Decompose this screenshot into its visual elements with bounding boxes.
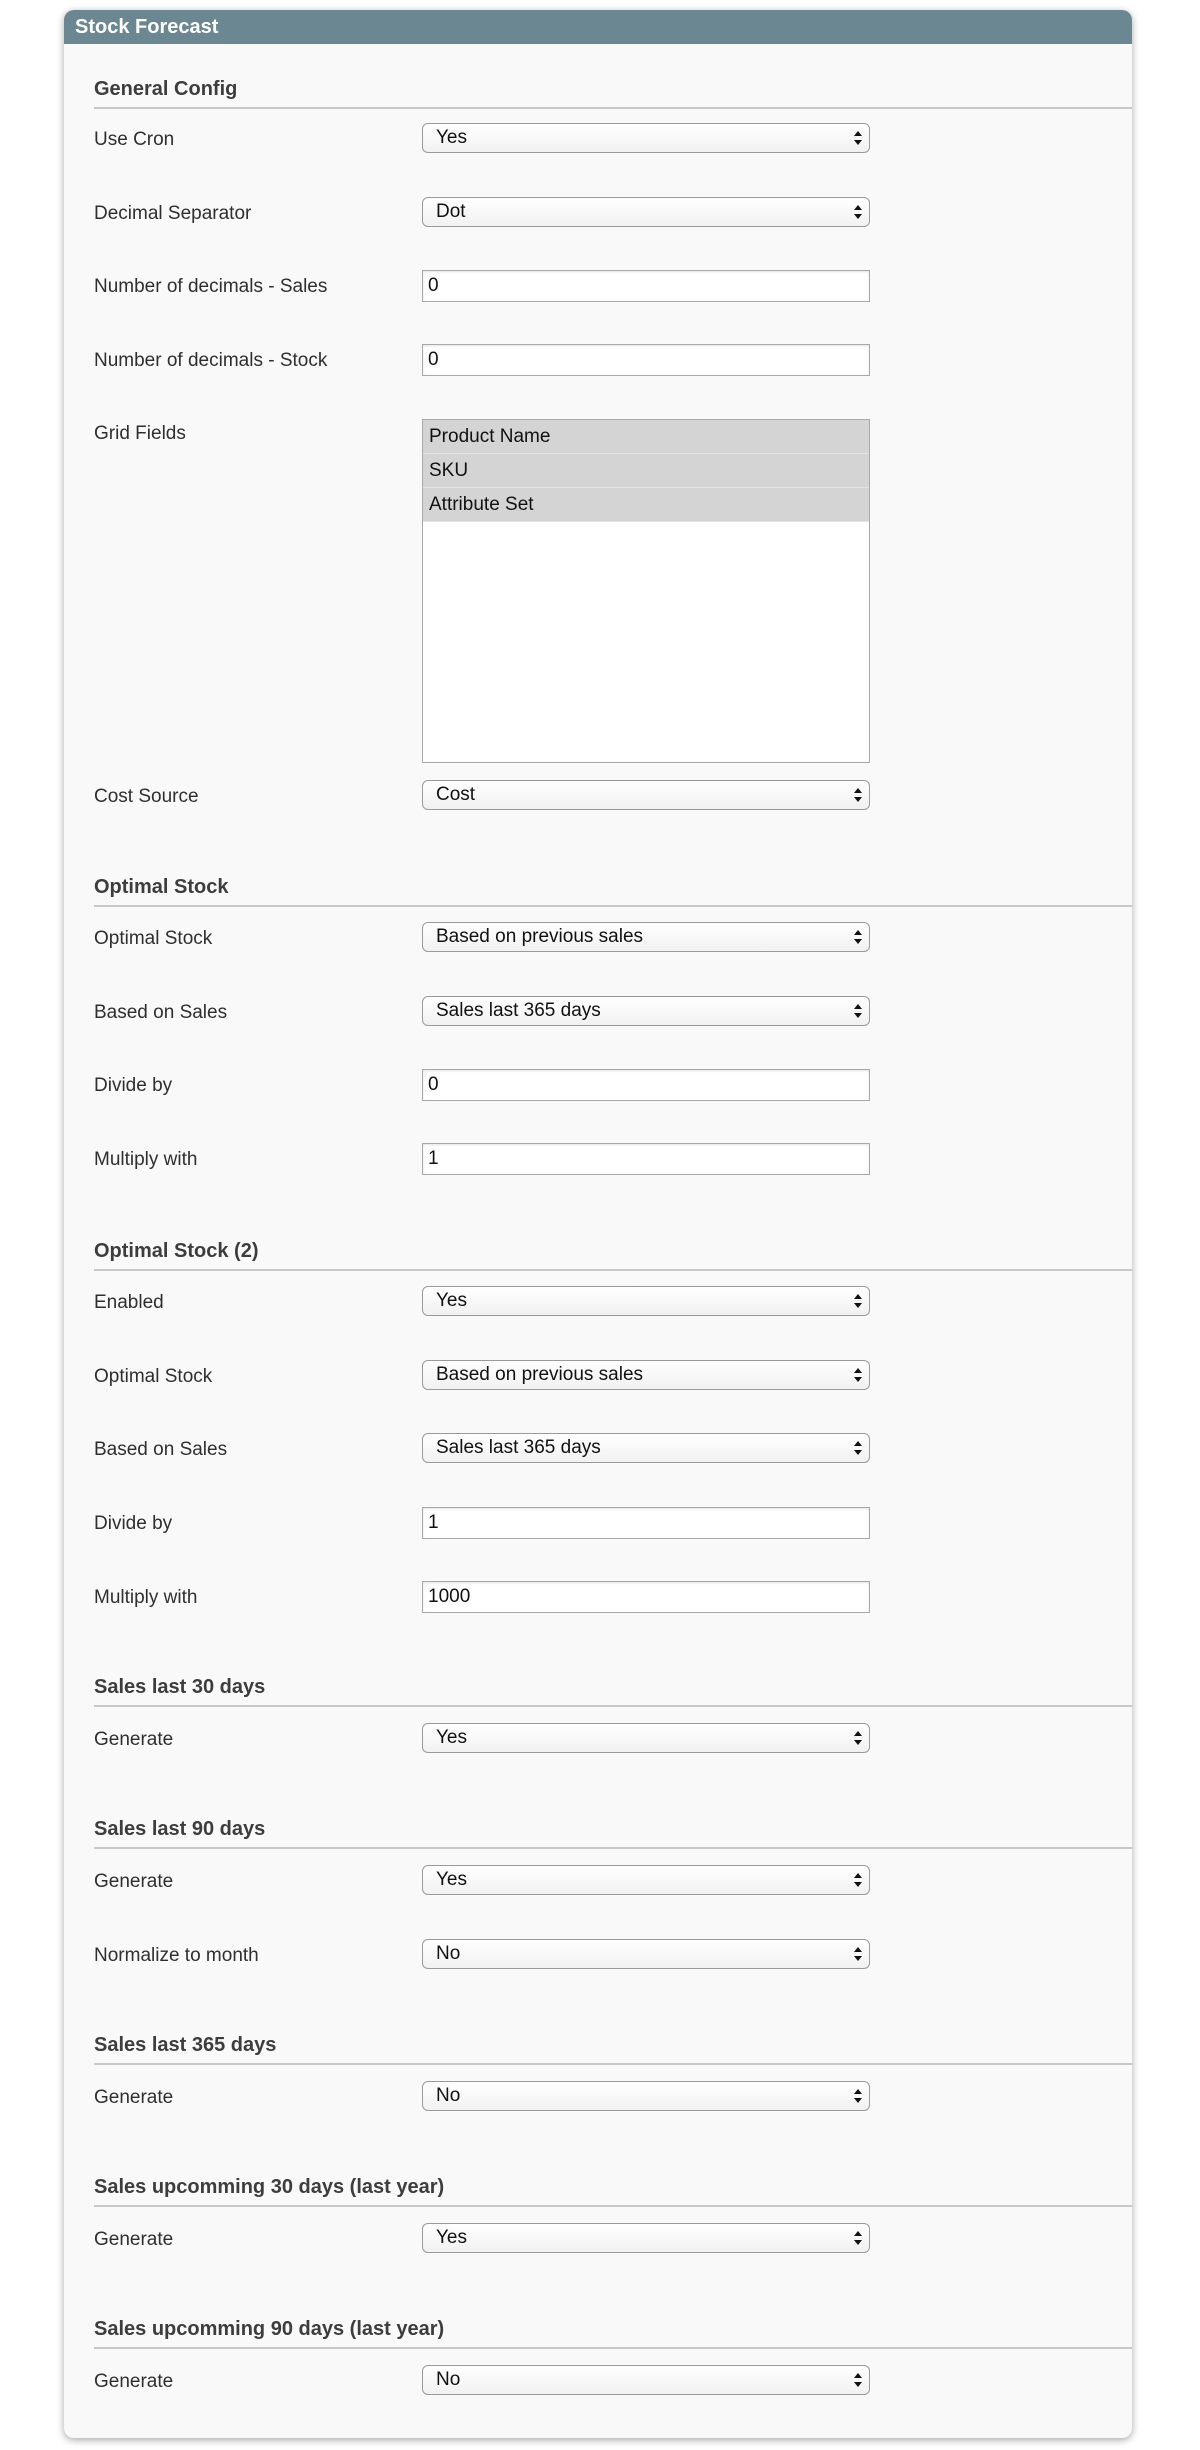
sales-365-generate-label: Generate	[94, 2087, 174, 2108]
optimal-stock-select[interactable]	[422, 922, 870, 952]
section-title-optimal-stock-2: Optimal Stock (2)	[94, 1240, 259, 1262]
enabled-label: Enabled	[94, 1292, 164, 1313]
upcoming-90-generate-label: Generate	[94, 2371, 174, 2392]
section-divider	[94, 107, 1132, 109]
sales-30-generate-label: Generate	[94, 1729, 174, 1750]
divide-by-2-input[interactable]: 1	[422, 1507, 870, 1539]
section-title-upcoming-30: Sales upcomming 30 days (last year)	[94, 2176, 445, 2198]
select-arrows-icon	[853, 2370, 863, 2390]
normalize-value: No	[436, 1943, 461, 1964]
optimal-stock-value: Based on previous sales	[436, 926, 644, 947]
select-arrows-icon	[853, 1870, 863, 1890]
grid-field-option[interactable]: Product Name	[423, 420, 869, 454]
sales-90-generate-label: Generate	[94, 1871, 174, 1892]
select-arrows-icon	[853, 2086, 863, 2106]
select-arrows-icon	[853, 785, 863, 805]
panel-title[interactable]: Stock Forecast	[64, 10, 1132, 44]
based-on-sales-2-label: Based on Sales	[94, 1439, 228, 1460]
select-arrows-icon	[853, 1291, 863, 1311]
divide-by-2-label: Divide by	[94, 1513, 173, 1534]
normalize-label: Normalize to month	[94, 1945, 259, 1966]
decimals-stock-label: Number of decimals - Stock	[94, 350, 328, 371]
select-arrows-icon	[853, 1365, 863, 1385]
divide-by-label: Divide by	[94, 1075, 173, 1096]
multiply-with-label: Multiply with	[94, 1149, 198, 1170]
decimals-stock-input[interactable]: 0	[422, 344, 870, 376]
use-cron-label: Use Cron	[94, 129, 175, 150]
sales-90-generate-select[interactable]	[422, 1865, 870, 1895]
select-arrows-icon	[853, 1944, 863, 1964]
sales-30-generate-select[interactable]	[422, 1723, 870, 1753]
select-arrows-icon	[853, 2228, 863, 2248]
sales-30-generate-value: Yes	[436, 1727, 467, 1748]
decimals-sales-label: Number of decimals - Sales	[94, 276, 328, 297]
select-arrows-icon	[853, 1438, 863, 1458]
decimal-separator-label: Decimal Separator	[94, 203, 252, 224]
upcoming-90-generate-select[interactable]	[422, 2365, 870, 2395]
stock-forecast-panel	[64, 10, 1132, 2438]
upcoming-30-generate-label: Generate	[94, 2229, 174, 2250]
optimal-stock-2-value: Based on previous sales	[436, 1364, 644, 1385]
grid-fields-multiselect[interactable]	[422, 419, 870, 763]
based-on-sales-value: Sales last 365 days	[436, 1000, 601, 1021]
multiply-with-2-input[interactable]: 1000	[422, 1581, 870, 1613]
upcoming-30-generate-select[interactable]	[422, 2223, 870, 2253]
section-divider	[94, 2063, 1132, 2065]
select-arrows-icon	[853, 1001, 863, 1021]
based-on-sales-label: Based on Sales	[94, 1002, 228, 1023]
optimal-stock-label: Optimal Stock	[94, 928, 213, 949]
sales-90-generate-value: Yes	[436, 1869, 467, 1890]
optimal-stock-2-label: Optimal Stock	[94, 1366, 213, 1387]
sales-365-generate-value: No	[436, 2085, 461, 2106]
decimal-separator-select[interactable]	[422, 197, 870, 227]
section-title-optimal-stock: Optimal Stock	[94, 876, 229, 898]
section-divider	[94, 1705, 1132, 1707]
cost-source-select[interactable]	[422, 780, 870, 810]
based-on-sales-2-value: Sales last 365 days	[436, 1437, 601, 1458]
cost-source-label: Cost Source	[94, 786, 199, 807]
divide-by-input[interactable]: 0	[422, 1069, 870, 1101]
select-arrows-icon	[853, 202, 863, 222]
enabled-value: Yes	[436, 1290, 467, 1311]
select-arrows-icon	[853, 927, 863, 947]
section-title-sales-365: Sales last 365 days	[94, 2034, 277, 2056]
use-cron-value: Yes	[436, 127, 467, 148]
normalize-select[interactable]	[422, 1939, 870, 1969]
section-divider	[94, 2347, 1132, 2349]
sales-365-generate-select[interactable]	[422, 2081, 870, 2111]
section-divider	[94, 905, 1132, 907]
section-divider	[94, 1269, 1132, 1271]
use-cron-select[interactable]	[422, 123, 870, 153]
optimal-stock-2-select[interactable]	[422, 1360, 870, 1390]
grid-field-option[interactable]: Attribute Set	[423, 488, 869, 522]
section-title-upcoming-90: Sales upcomming 90 days (last year)	[94, 2318, 445, 2340]
section-divider	[94, 2205, 1132, 2207]
grid-field-option[interactable]: SKU	[423, 454, 869, 488]
section-divider	[94, 1847, 1132, 1849]
select-arrows-icon	[853, 128, 863, 148]
enabled-select[interactable]	[422, 1286, 870, 1316]
section-title-sales-90: Sales last 90 days	[94, 1818, 266, 1840]
decimal-separator-value: Dot	[436, 201, 466, 222]
decimals-sales-input[interactable]: 0	[422, 270, 870, 302]
section-title-sales-30: Sales last 30 days	[94, 1676, 266, 1698]
select-arrows-icon	[853, 1728, 863, 1748]
multiply-with-input[interactable]: 1	[422, 1143, 870, 1175]
based-on-sales-2-select[interactable]	[422, 1433, 870, 1463]
multiply-with-2-label: Multiply with	[94, 1587, 198, 1608]
based-on-sales-select[interactable]	[422, 996, 870, 1026]
cost-source-value: Cost	[436, 784, 476, 805]
upcoming-90-generate-value: No	[436, 2369, 461, 2390]
upcoming-30-generate-value: Yes	[436, 2227, 467, 2248]
grid-fields-label: Grid Fields	[94, 423, 186, 444]
section-title-general-config: General Config	[94, 78, 238, 100]
